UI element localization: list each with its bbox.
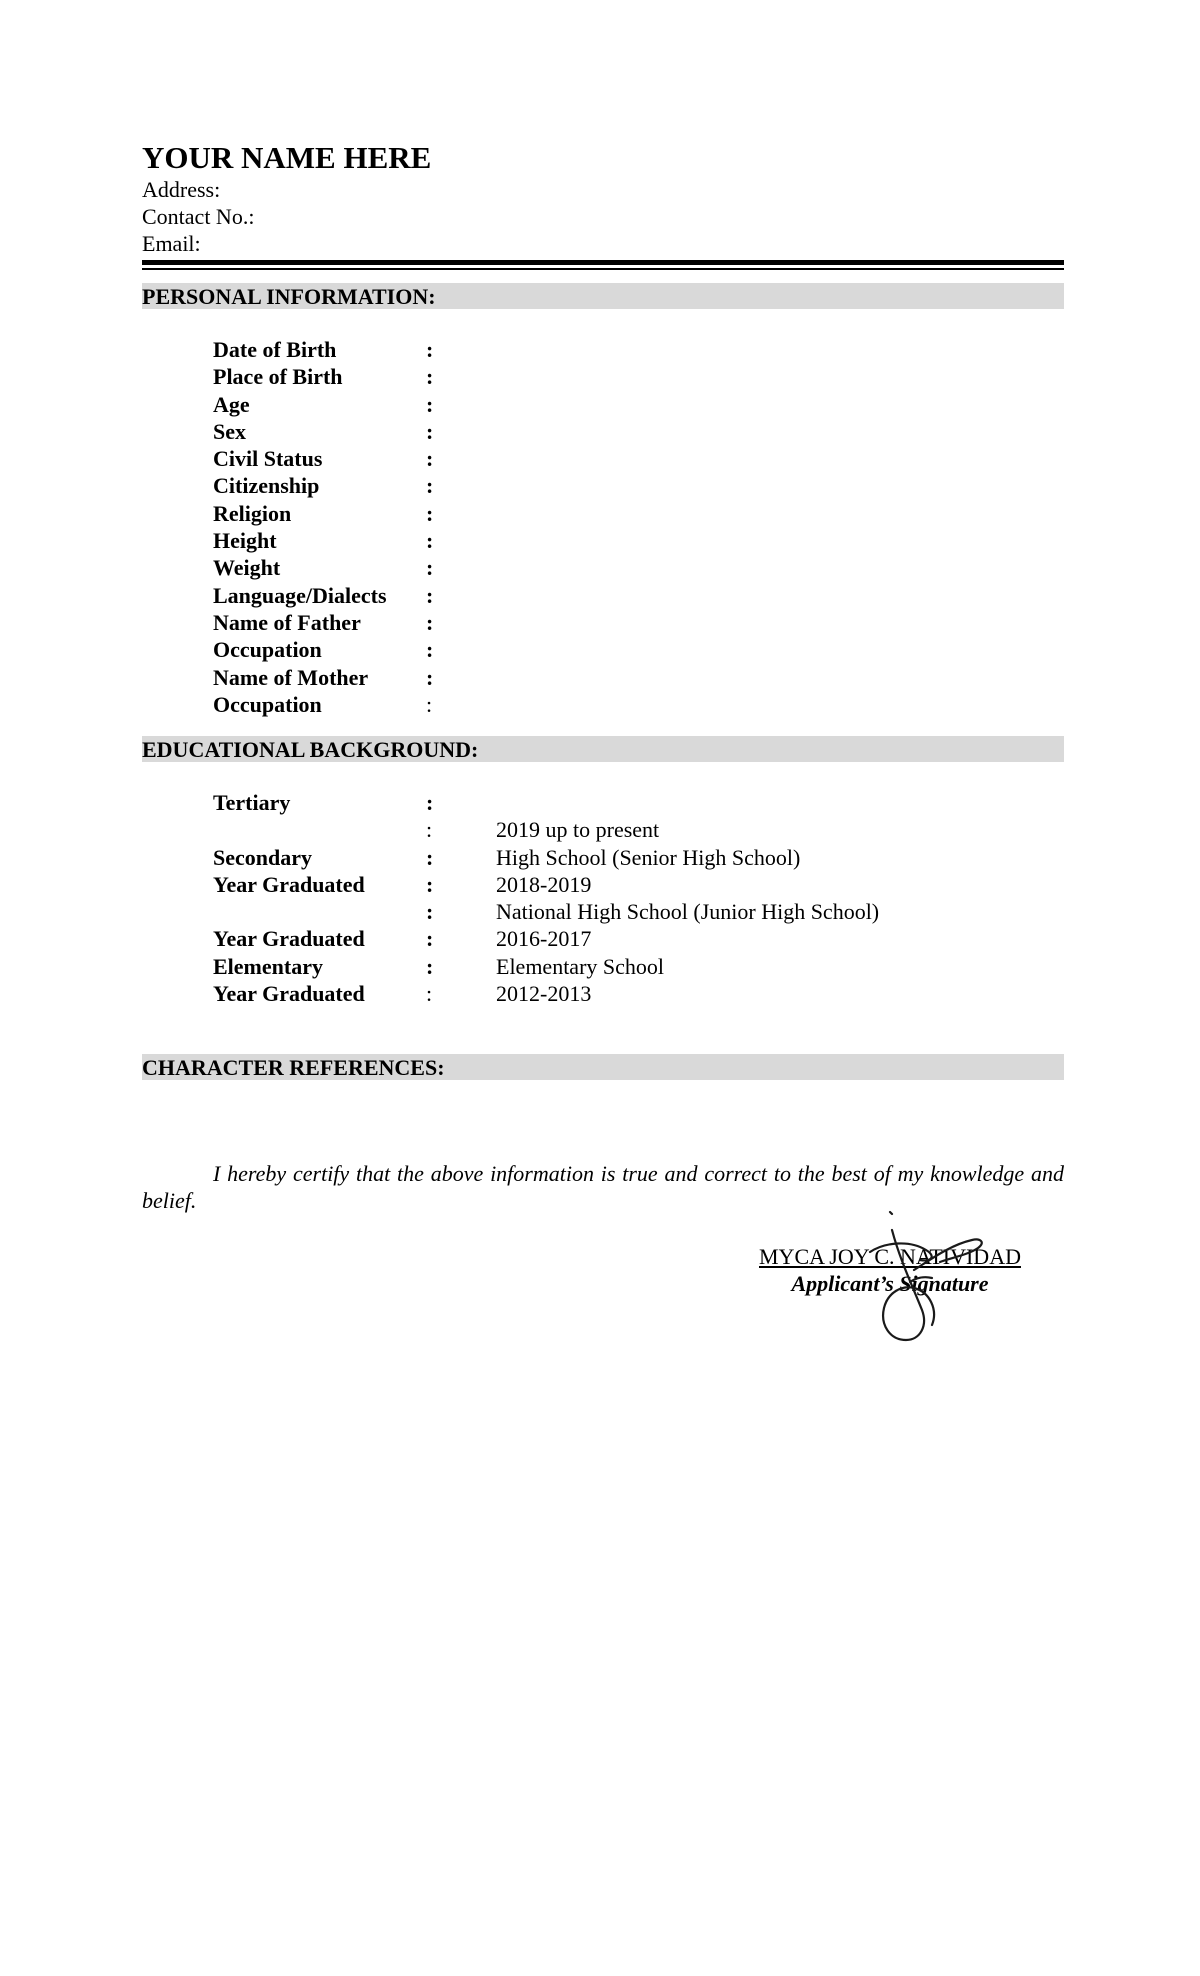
field-value: 2016-2017 xyxy=(496,926,592,952)
field-value xyxy=(496,336,1064,363)
field-value: 2012-2013 xyxy=(496,981,592,1007)
field-value xyxy=(496,609,1064,636)
certification-statement: I hereby certify that the above information is true and correct to the best of my knowledge and belief. xyxy=(142,1161,1064,1213)
field-label: Elementary xyxy=(213,953,323,979)
educational-background-table xyxy=(213,789,1064,1007)
field-value xyxy=(496,582,1064,609)
education-row xyxy=(213,816,1064,843)
field-value xyxy=(496,554,1064,581)
personal-row xyxy=(213,500,1064,527)
field-label: Place of Birth xyxy=(213,364,343,390)
field-colon: : xyxy=(426,609,434,635)
header-divider-thin xyxy=(142,268,1064,270)
field-colon: : xyxy=(426,790,434,815)
personal-information-heading: PERSONAL INFORMATION: xyxy=(142,283,1064,309)
field-label: Name of Father xyxy=(213,609,361,635)
field-value: High School (Senior High School) xyxy=(496,844,801,870)
field-value xyxy=(496,363,1064,390)
field-colon: : xyxy=(426,817,433,843)
field-colon: : xyxy=(426,691,433,717)
header-divider-thick xyxy=(142,260,1064,265)
handwritten-signature-icon xyxy=(840,1200,1000,1350)
field-label: Tertiary xyxy=(213,790,291,815)
field-label: Year Graduated xyxy=(213,981,365,1007)
applicant-name-heading: YOUR NAME HERE xyxy=(142,140,432,175)
field-label: Civil Status xyxy=(213,446,323,472)
field-value xyxy=(496,391,1064,418)
field-colon: : xyxy=(426,418,434,444)
field-label: Sex xyxy=(213,418,246,444)
education-row xyxy=(213,980,1064,1007)
field-colon: : xyxy=(426,582,434,608)
field-label: Religion xyxy=(213,500,292,526)
field-label: Name of Mother xyxy=(213,664,369,690)
personal-row xyxy=(213,445,1064,472)
field-colon: : xyxy=(426,664,434,690)
education-row xyxy=(213,844,1064,871)
field-colon: : xyxy=(426,926,434,952)
resume-header xyxy=(142,140,1064,257)
field-label: Language/Dialects xyxy=(213,582,387,608)
education-row xyxy=(213,925,1064,952)
character-references-heading: CHARACTER REFERENCES: xyxy=(142,1054,1064,1080)
applicant-printed-name: MYCA JOY C. NATIVIDAD xyxy=(759,1244,1021,1269)
personal-row xyxy=(213,664,1064,691)
field-value xyxy=(496,527,1064,554)
personal-row xyxy=(213,472,1064,499)
field-colon: : xyxy=(426,446,434,472)
field-value xyxy=(496,691,1064,718)
personal-row xyxy=(213,691,1064,718)
field-value xyxy=(496,664,1064,691)
field-label: Occupation xyxy=(213,691,322,717)
personal-row xyxy=(213,527,1064,554)
field-label: Weight xyxy=(213,555,281,581)
personal-row xyxy=(213,391,1064,418)
field-value xyxy=(496,472,1064,499)
field-label: Height xyxy=(213,528,277,554)
field-label: Year Graduated xyxy=(213,926,365,952)
education-row xyxy=(213,871,1064,898)
personal-row xyxy=(213,363,1064,390)
address-label: Address: xyxy=(142,177,221,202)
personal-information-table xyxy=(213,336,1064,718)
field-label xyxy=(213,898,426,925)
field-value xyxy=(496,445,1064,472)
field-value xyxy=(496,789,1064,816)
field-label: Date of Birth xyxy=(213,337,337,362)
field-colon: : xyxy=(426,871,434,897)
field-value xyxy=(496,636,1064,663)
field-value: 2019 up to present xyxy=(496,817,660,843)
contact-number-label: Contact No.: xyxy=(142,204,255,229)
field-colon: : xyxy=(426,364,434,390)
field-colon: : xyxy=(426,528,434,554)
field-value: Elementary School xyxy=(496,953,665,979)
field-label: Citizenship xyxy=(213,473,320,499)
field-value: 2018-2019 xyxy=(496,871,592,897)
personal-row xyxy=(213,418,1064,445)
education-row xyxy=(213,898,1064,925)
personal-row xyxy=(213,609,1064,636)
field-value xyxy=(496,418,1064,445)
field-colon: : xyxy=(426,337,434,362)
field-value: National High School (Junior High School) xyxy=(496,899,880,925)
field-colon: : xyxy=(426,981,433,1007)
personal-row xyxy=(213,336,1064,363)
field-value xyxy=(496,500,1064,527)
personal-row xyxy=(213,582,1064,609)
email-label: Email: xyxy=(142,231,201,256)
educational-background-heading: EDUCATIONAL BACKGROUND: xyxy=(142,736,1064,762)
field-colon: : xyxy=(426,844,434,870)
field-label: Year Graduated xyxy=(213,871,365,897)
field-colon: : xyxy=(426,391,434,417)
signature-caption: Applicant’s Signature xyxy=(791,1271,989,1296)
field-colon: : xyxy=(426,500,434,526)
field-colon: : xyxy=(426,637,434,663)
field-colon: : xyxy=(426,473,434,499)
field-colon: : xyxy=(426,953,434,979)
personal-row xyxy=(213,636,1064,663)
education-row xyxy=(213,953,1064,980)
field-label xyxy=(213,816,426,843)
education-row xyxy=(213,789,1064,816)
field-label: Age xyxy=(213,391,250,417)
field-colon: : xyxy=(426,899,434,925)
personal-row xyxy=(213,554,1064,581)
field-colon: : xyxy=(426,555,434,581)
field-label: Secondary xyxy=(213,844,312,870)
field-label: Occupation xyxy=(213,637,322,663)
